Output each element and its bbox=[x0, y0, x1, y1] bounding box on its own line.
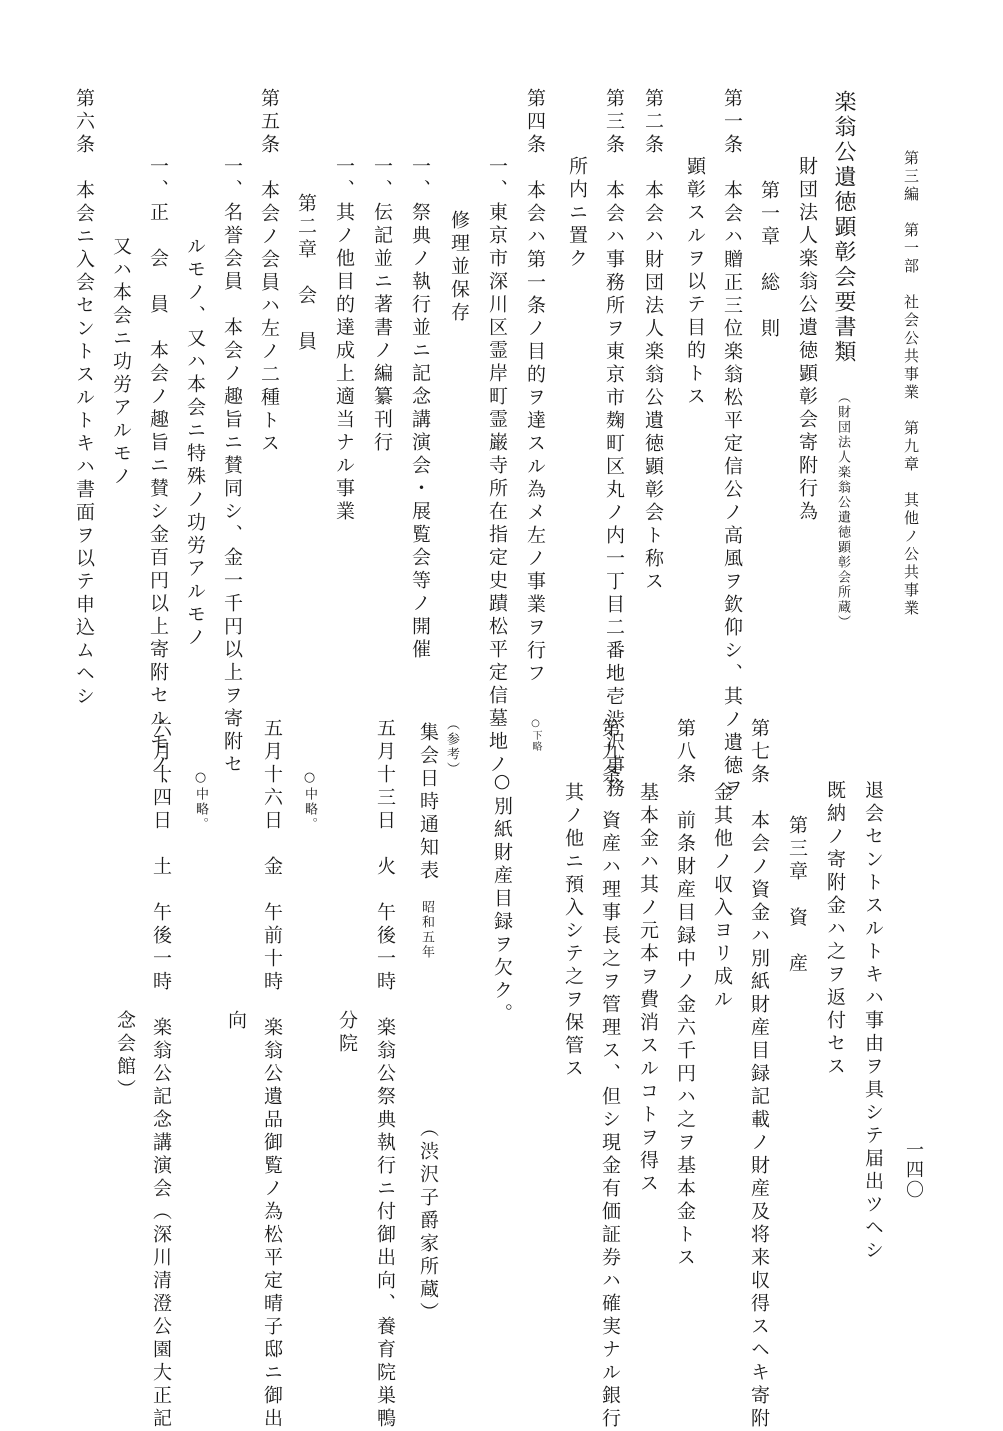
reference-year: 昭和五年 bbox=[419, 900, 434, 960]
article-5: 第五条 本会ノ会員ハ左ノ二種トス bbox=[258, 88, 280, 456]
article-6: 第六条 本会ニ入会セントスルトキハ書面ヲ以テ申込ムヘシ bbox=[73, 88, 95, 709]
omission-2: ○中略。 bbox=[193, 770, 208, 832]
event-2-cont: 向 bbox=[225, 1010, 247, 1033]
running-head: 第三編 第一部 社会公共事業 第九章 其他ノ公共事業 bbox=[902, 150, 920, 618]
article-9-cont: 其ノ他ニ預入シテ之ヲ保管ス bbox=[562, 782, 584, 1081]
article-5-item-1: 一、名誉会員 本会ノ趣旨ニ賛同シ、金一千円以上ヲ寄附セ bbox=[221, 156, 243, 777]
reference-title: 集会日時通知表 bbox=[417, 722, 439, 883]
article-5-item-2-cont: 又ハ本会ニ功労アルモノ bbox=[110, 236, 132, 489]
article-7-cont: 金其他ノ収入ヨリ成ル bbox=[711, 782, 733, 1012]
document-source: （財団法人楽翁公遺徳顕彰会所蔵） bbox=[835, 390, 850, 630]
event-1-cont: 分院 bbox=[336, 1010, 358, 1056]
chapter-1-heading: 第一章 総 則 bbox=[758, 180, 780, 341]
article-4: 第四条 本会ハ第一条ノ目的ヲ達スル為メ左ノ事業ヲ行フ bbox=[524, 88, 546, 686]
article-5-item-2: 一、正 会 員 本会ノ趣旨ニ賛シ金百円以上寄附セルモノ、 bbox=[147, 156, 169, 800]
article-4-item-1: 一、東京市深川区霊岸町霊巌寺所在指定史蹟松平定信墓地ノ bbox=[486, 156, 508, 777]
article-1-cont: 顕彰スルヲ以テ目的トス bbox=[684, 156, 706, 409]
chapter-3-heading: 第三章 資 産 bbox=[786, 815, 808, 976]
article-4-item-1-cont: 修理並保存 bbox=[448, 210, 470, 325]
document-subtitle: 財団法人楽翁公遺徳顕彰会寄附行為 bbox=[796, 156, 818, 524]
event-3-cont: 念会館） bbox=[114, 1010, 136, 1102]
omission-1: ○中略。 bbox=[302, 770, 317, 832]
article-9: 第九条 資産ハ理事長之ヲ管理ス、但シ現金有価証券ハ確実ナル銀行 bbox=[599, 718, 621, 1431]
article-1: 第一条 本会ハ贈正三位楽翁松平定信公ノ高風ヲ欽仰シ、其ノ遺徳ヲ bbox=[721, 88, 743, 801]
article-2: 第二条 本会ハ財団法人楽翁公遺徳顕彰会ト称ス bbox=[642, 88, 664, 594]
article-8: 第八条 前条財産目録中ノ金六千円ハ之ヲ基本金トス bbox=[674, 718, 696, 1270]
note-missing-inventory: ○別紙財産目録ヲ欠ク。 bbox=[491, 770, 513, 1026]
article-6-refund: 既納ノ寄附金ハ之ヲ返付セス bbox=[824, 780, 846, 1079]
reference-source: （渋沢子爵家所蔵） bbox=[417, 1118, 439, 1325]
event-3: 六月十四日 土 午後一時 楽翁公記念講演会（深川清澄公園大正記 bbox=[150, 718, 172, 1431]
event-1: 五月十三日 火 午後一時 楽翁公祭典執行ニ付御出向、養育院巣鴨 bbox=[374, 718, 396, 1431]
article-4-item-3: 一、伝記並ニ著書ノ編纂刊行 bbox=[371, 156, 393, 455]
article-3: 第三条 本会ハ事務所ヲ東京市麹町区丸ノ内一丁目二番地壱渋沢事務 bbox=[603, 88, 625, 801]
article-6-cont: 退会セントスルトキハ事由ヲ具シテ届出ツヘシ bbox=[862, 780, 884, 1263]
article-7: 第七条 本会ノ資金ハ別紙財産目録記載ノ財産及将来収得スヘキ寄附 bbox=[748, 718, 770, 1431]
reference-label: （参考） bbox=[444, 717, 459, 777]
chapter-2-heading: 第二章 会 員 bbox=[295, 193, 317, 354]
event-2: 五月十六日 金 午前十時 楽翁公遺品御覧ノ為松平定晴子邸ニ御出 bbox=[261, 718, 283, 1431]
note-omitted-below: ○下略 bbox=[530, 718, 541, 752]
article-4-item-4: 一、其ノ他目的達成上適当ナル事業 bbox=[333, 156, 355, 524]
article-5-item-1-cont: ルモノ、又ハ本会ニ特殊ノ功労アルモノ bbox=[184, 236, 206, 650]
article-3-cont: 所内ニ置ク bbox=[566, 156, 588, 271]
page-number: 一四〇 bbox=[903, 1140, 924, 1200]
article-4-item-2: 一、祭典ノ執行並ニ記念講演会・展覧会等ノ開催 bbox=[409, 156, 431, 662]
document-title: 楽翁公遺徳顕彰会要書類 bbox=[831, 90, 856, 365]
article-8-cont: 基本金ハ其ノ元本ヲ費消スルコトヲ得ス bbox=[637, 782, 659, 1196]
